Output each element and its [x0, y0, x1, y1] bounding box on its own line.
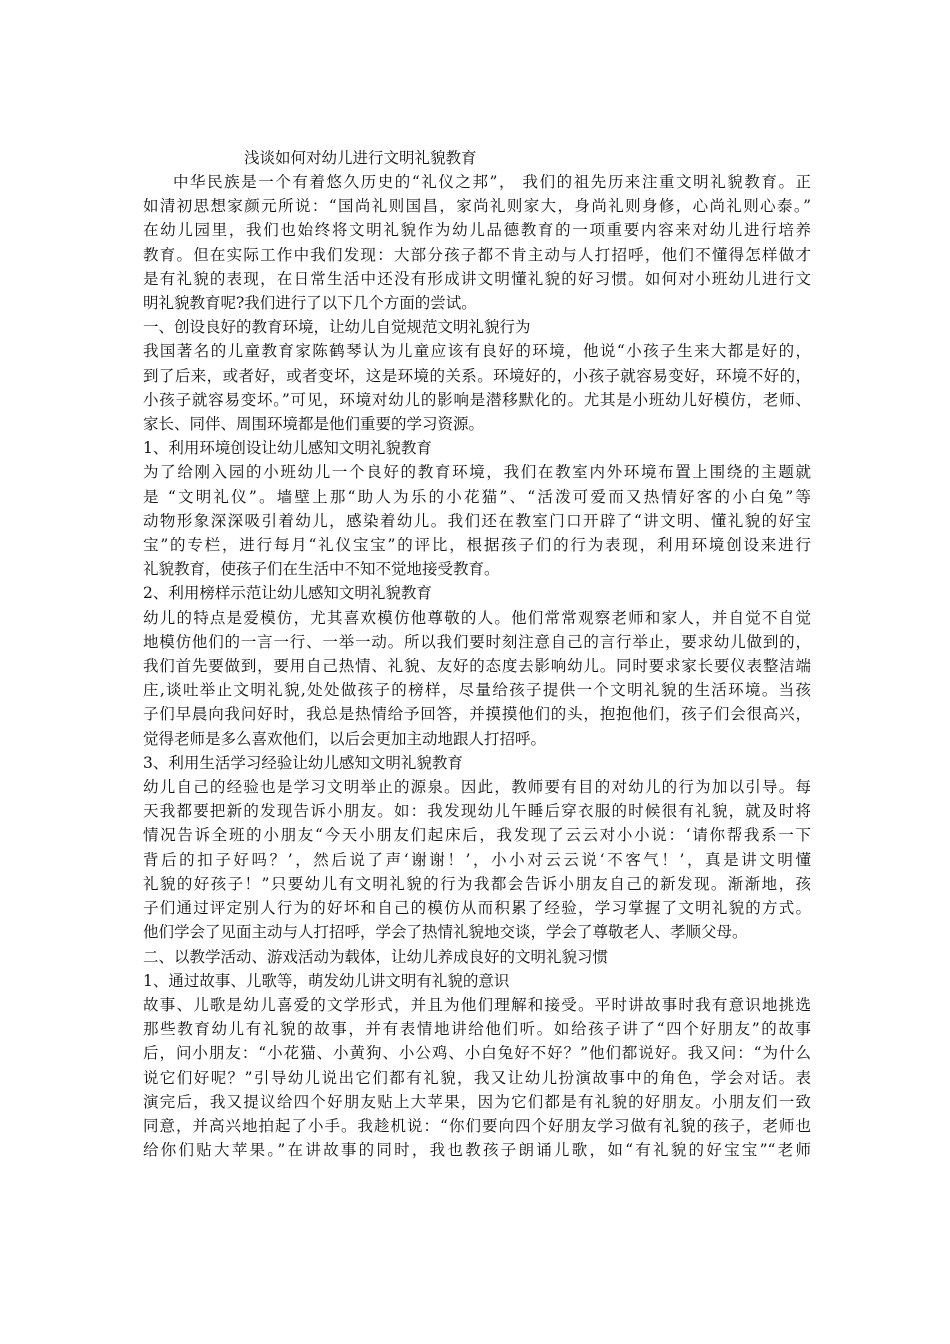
document-title: 浅谈如何对幼儿进行文明礼貌教育: [244, 149, 477, 167]
text-line: 觉得老师是多么喜欢他们，以后会更加主动地跟人打招呼。: [143, 729, 547, 748]
section-heading: 1、利用环境创设让幼儿感知文明礼貌教育: [143, 439, 432, 458]
text-line: 在幼儿园里，我们也始终将文明礼貌作为幼儿品德教育的一项重要内容来对幼儿进行培养: [143, 221, 811, 240]
text-line: 地模仿他们的一言一行、一举一动。所以我们要时刻注意自己的言行举止，要求幼儿做到的，: [143, 632, 811, 651]
text-line: 演完后，我又提议给四个好朋友贴上大苹果，因为它们都是有礼貌的好朋友。小朋友们一致: [143, 1092, 811, 1111]
text-line: 教育。但在实际工作中我们发现：大部分孩子都不肯主动与人打招呼，他们不懂得怎样做才: [143, 245, 811, 264]
text-line: 动物形象深深吸引着幼儿，感染着幼儿。我们还在教室门口开辟了“讲文明、懂礼貌的好宝: [143, 511, 811, 530]
text-line: 家长、同伴、周围环境都是他们重要的学习资源。: [143, 415, 485, 434]
section-heading: 2、利用榜样示范让幼儿感知文明礼貌教育: [143, 584, 432, 603]
text-line: 说它们好呢？”引导幼儿说出它们都有礼貌，我又让幼儿扮演故事中的角色，学会对话。表: [143, 1068, 811, 1087]
text-line: 中华民族是一个有着悠久历史的“礼仪之邦”， 我们的祖先历来注重文明礼貌教育。正: [173, 173, 811, 191]
section-heading: 3、利用生活学习经验让幼儿感知文明礼貌教育: [143, 753, 463, 772]
text-line: 我国著名的儿童教育家陈鹤琴认为儿童应该有良好的环境，他说“小孩子生来大都是好的，: [143, 342, 811, 361]
text-line: 明礼貌教育呢?我们进行了以下几个方面的尝试。: [143, 294, 477, 313]
text-line: 到了后来，或者好，或者变坏，这是环境的关系。环境好的，小孩子就容易变好，环境不好的，: [143, 366, 811, 385]
text-line: 那些教育幼儿有礼貌的故事，并有表情地讲给他们听。如给孩子讲了“四个好朋友”的故事: [143, 1020, 811, 1039]
text-line: 我们首先要做到，要用自己热情、礼貌、友好的态度去影响幼儿。同时要求家长要仪表整洁端: [143, 657, 811, 676]
text-line: 后，问小朋友：“小花猫、小黄狗、小公鸡、小白兔好不好？”他们都说好。我又问：“为什么: [143, 1044, 811, 1063]
text-line: 子们通过评定别人行为的好坏和自己的模仿从而积累了经验，学习掌握了文明礼貌的方式。: [143, 899, 811, 918]
section-heading: 1、通过故事、儿歌等，萌发幼儿讲文明有礼貌的意识: [143, 971, 510, 990]
text-line: 礼貌的好孩子！”只要幼儿有文明礼貌的行为我都会告诉小朋友自己的新发现。渐渐地，孩: [143, 874, 811, 893]
text-line: 是 “文明礼仪”。墙壁上那“助人为乐的小花猫”、“活泼可爱而又热情好客的小白兔”等: [143, 487, 811, 506]
document-body: [143, 146, 811, 1162]
section-heading: 一、创设良好的教育环境，让幼儿自觉规范文明礼貌行为: [143, 318, 531, 337]
text-line: 情况告诉全班的小朋友“今天小朋友们起床后，我发现了云云对小小说：‘请你帮我系一下: [143, 826, 811, 845]
paragraph-lines: [143, 170, 811, 1162]
text-line: 给你们贴大苹果。”在讲故事的同时，我也教孩子朗诵儿歌，如“有礼貌的好宝宝”“老师: [143, 1141, 811, 1160]
text-line: 如清初思想家颜元所说：“国尚礼则国昌，家尚礼则家大，身尚礼则身修，心尚礼则心泰。”: [143, 197, 811, 216]
text-line: 故事、儿歌是幼儿喜爱的文学形式，并且为他们理解和接受。平时讲故事时我有意识地挑选: [143, 995, 811, 1014]
text-line: 背后的扣子好吗？’，然后说了声‘谢谢！’，小小对云云说‘不客气！’，真是讲文明懂: [143, 850, 811, 869]
text-line: 天我都要把新的发现告诉小朋友。如：我发现幼儿午睡后穿衣服的时候很有礼貌，就及时将: [143, 802, 811, 821]
text-line: 同意，并高兴地拍起了小手。我趁机说：“你们要向四个好朋友学习做有礼貌的孩子，老师也: [143, 1116, 811, 1135]
text-line: 幼儿的特点是爱模仿，尤其喜欢模仿他尊敬的人。他们常常观察老师和家人，并自觉不自觉: [143, 608, 811, 627]
text-line: 是有礼貌的表现，在日常生活中还没有形成讲文明懂礼貌的好习惯。如何对小班幼儿进行文: [143, 269, 811, 288]
text-line: 小孩子就容易变坏。”可见，环境对幼儿的影响是潜移默化的。尤其是小班幼儿好模仿，老师、: [143, 390, 811, 409]
text-line: 他们学会了见面主动与人打招呼，学会了热情礼貌地交谈，学会了尊敬老人、孝顺父母。: [143, 923, 748, 942]
section-heading: 二、以教学活动、游戏活动为载体，让幼儿养成良好的文明礼貌习惯: [143, 947, 609, 966]
text-line: 礼貌教育，使孩子们在生活中不知不觉地接受教育。: [143, 560, 500, 579]
text-line: 子们早晨向我问好时，我总是热情给予回答，并摸摸他们的头，抱抱他们，孩子们会很高兴，: [143, 705, 811, 724]
text-line: 庄,谈吐举止文明礼貌,处处做孩子的榜样，尽量给孩子提供一个文明礼貌的生活环境。当孩: [143, 681, 811, 700]
text-line: 幼儿自己的经验也是学习文明举止的源泉。因此，教师要有目的对幼儿的行为加以引导。每: [143, 778, 811, 797]
text-line: 为了给刚入园的小班幼儿一个良好的教育环境，我们在教室内外环境布置上围绕的主题就: [143, 463, 811, 482]
text-line: 宝”的专栏，进行每月“礼仪宝宝”的评比，根据孩子们的行为表现，利用环境创设来进行: [143, 536, 811, 555]
